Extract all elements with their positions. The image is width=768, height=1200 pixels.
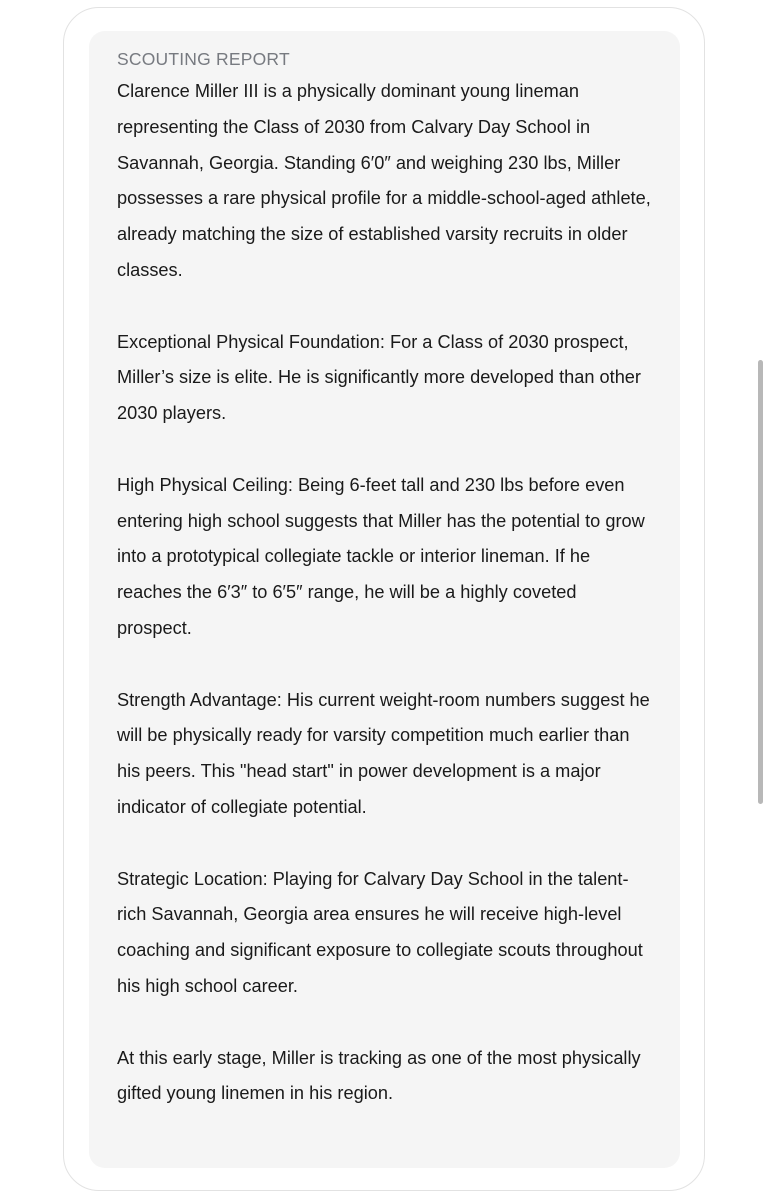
report-paragraph-summary: At this early stage, Miller is tracking as one of the most physically gifted young linemen in his region. [117, 1047, 641, 1104]
scouting-report-panel [89, 31, 680, 1168]
report-paragraph-strength-advantage: Strength Advantage: His current weight-room numbers suggest he will be physically ready for varsity competition much earlier than his peers. This "head start" in power development is a major indicator of collegiate potential. [117, 689, 650, 817]
report-paragraph-intro: Clarence Miller III is a physically dominant young lineman representing the Class of 2030 from Calvary Day School in Savannah, Georgia. Standing 6′0″ and weighing 230 lbs, Miller possesses a rare physical profile for a middle-school-aged athlete, already matching the size of established varsity recruits in older classes. [117, 81, 651, 280]
scrollbar-thumb[interactable] [758, 360, 763, 804]
vertical-scrollbar[interactable] [758, 0, 764, 1200]
report-paragraph-physical-foundation: Exceptional Physical Foundation: For a Class of 2030 prospect, Miller’s size is elite. He is significantly more developed than other 2030 players. [117, 331, 641, 424]
report-paragraph-strategic-location: Strategic Location: Playing for Calvary Day School in the talent-rich Savannah, Georgia area ensures he will receive high-level coaching and significant exposure to collegiate scouts throughout his high school career. [117, 868, 643, 996]
report-paragraph-physical-ceiling: High Physical Ceiling: Being 6-feet tall and 230 lbs before even entering high school suggests that Miller has the potential to grow into a prototypical collegiate tackle or interior lineman. If he reaches the 6′3″ to 6′5″ range, he will be a highly coveted prospect. [117, 474, 645, 638]
report-heading: SCOUTING REPORT [117, 49, 290, 69]
